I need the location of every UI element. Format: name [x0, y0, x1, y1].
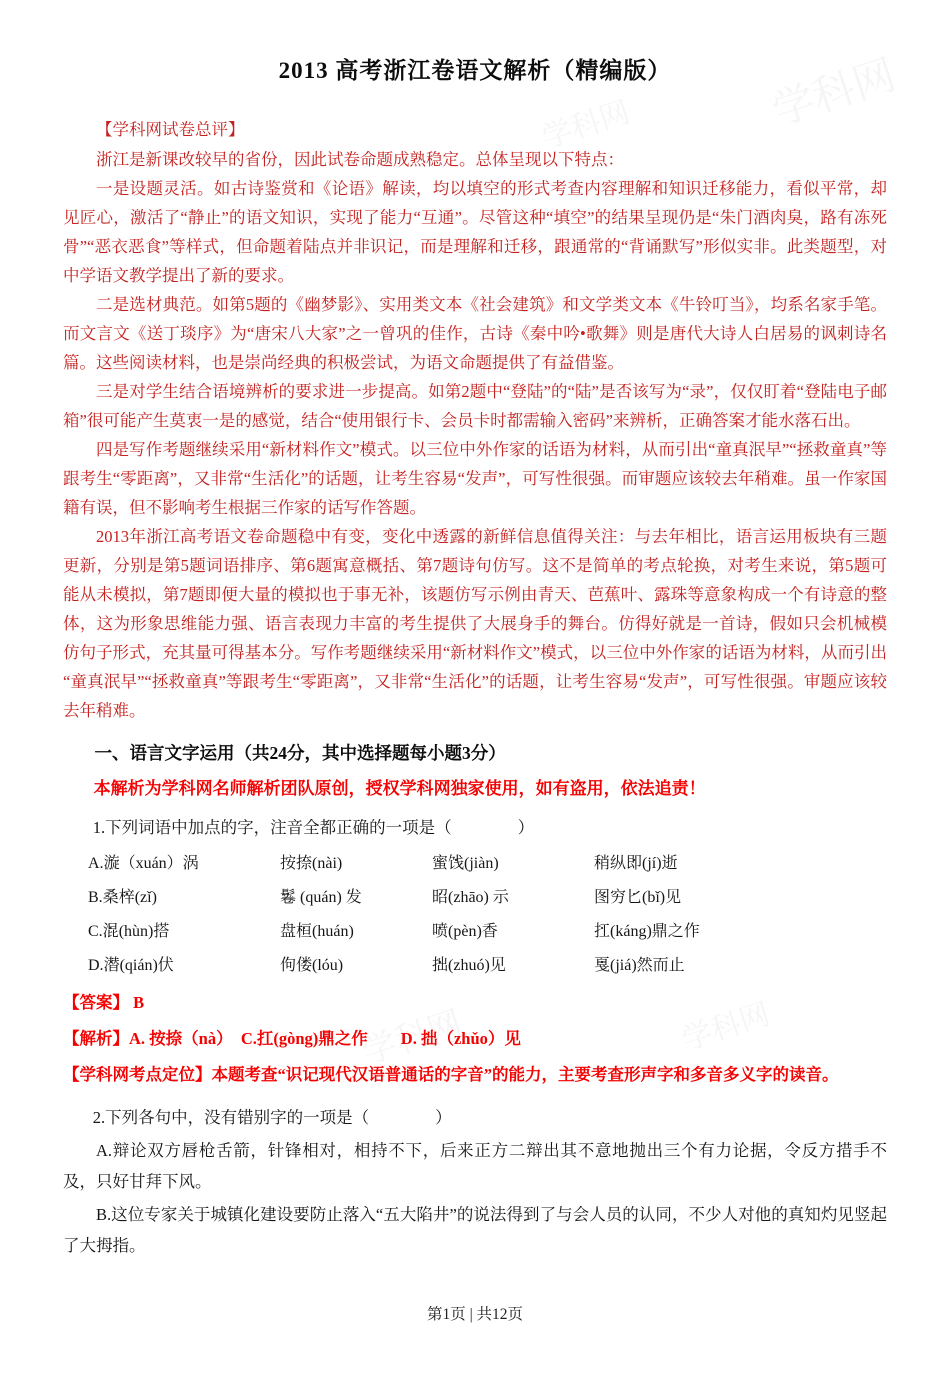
review-paragraph-5: 2013年浙江高考语文卷命题稳中有变，变化中透露的新鲜信息值得关注：与去年相比，语言运用板块有三题更新，分别是第5题词语排序、第6题寓意概括、第7题诗句仿写。这不是简单的考点轮换，对考生来说，第5题可能从未模拟，第7题即便大量的模拟也于事无补，该题仿写示例由青天、芭蕉叶、露珠等意象构成一个有诗意的整体，这为形象思维能力强、语言表现力丰富的考生提供了大展身手的舞台。仿得好就是一首诗，假如只会机械模仿句子形式，充其量可得基本分。写作考题继续采用“新材料作文”模式，以三位中外作家的话语为材料，从而引出“童真泯早”“拯救童真”等跟考生“零距离”，又非常“生活化”的话题，让考生容易“发声”，可写性很强。审题应该较去年稍难。 — [63, 527, 887, 720]
question2-option-b: B.这位专家关于城镇化建设要防止落入“五大陷井”的说法得到了与会人员的认同，不少人对他的真知灼见竖起了大拇指。 — [63, 1205, 887, 1255]
question1-stem: 1.下列词语中加点的字，注音全都正确的一项是（ ） — [92, 818, 535, 837]
answer1-line: 【答案】 B — [63, 993, 145, 1012]
question2-option-a: A.辩论双方唇枪舌箭，针锋相对，相持不下，后来正方二辩出其不意地抛出三个有力论据，令反方措手不及，只好甘拜下风。 — [63, 1141, 887, 1191]
review-paragraph-2: 二是选材典范。如第5题的《幽梦影》、实用类文本《社会建筑》和文学类文本《牛铃叮当》，均系名家手笔。而文言文《送丁琰序》为“唐宋八大家”之一曾巩的佳作，古诗《秦中吟•歌舞》则是唐代大诗人白居易的讽刺诗名篇。这些阅读材料，也是崇尚经典的积极尝试，为语文命题提供了有益借鉴。 — [63, 295, 887, 372]
option-cell: 盘桓 •(huán) — [280, 915, 432, 949]
option-cell: 鬈 • (quán) 发 — [280, 881, 432, 915]
option-cell: 昭 •(zhāo) 示 — [432, 881, 594, 915]
option-cell: B.桑梓 •(zǐ) — [88, 881, 280, 915]
review-intro: 浙江是新课改较早的省份，因此试卷命题成熟稳定。总体呈现以下特点： — [96, 150, 624, 169]
option-cell: 按捺 •(nài) — [280, 847, 432, 881]
watermark: 学科网 — [766, 49, 902, 136]
option-cell: 喷 •(pèn)香 — [432, 915, 594, 949]
question2-stem: 2.下列各句中，没有错别字的一项是（ ） — [92, 1108, 452, 1127]
review-paragraph-4: 四是写作考题继续采用“新材料作文”模式。以三位中外作家的话语为材料，从而引出“童真泯早”“拯救童真”等跟考生“零距离”，又非常“生活化”的话题，让考生容易“发声”，可写性很强。而审题应该较去年稍难。虽一作家国籍有误，但不影响考生根据三作家的话写作答题。 — [63, 440, 887, 517]
document-page — [0, 49, 950, 1261]
option-cell: 戛 •(jiá)然而止 — [594, 949, 887, 983]
exam-point-line: 【学科网考点定位】本题考查“识记现代汉语普通话的字音”的能力，主要考查形声字和多音多义字的读音。 — [63, 1065, 839, 1084]
option-cell: D.潜 •(qián)伏 — [88, 949, 280, 983]
watermark: 学科网 — [537, 94, 635, 156]
copyright-notice: 本解析为学科网名师解析团队原创，授权学科网独家使用，如有盗用，依法追责！ — [93, 779, 706, 798]
option-cell: 图穷匕 •(bǐ)见 — [594, 881, 887, 915]
option-cell: 扛 •(káng)鼎之作 — [594, 915, 887, 949]
page-footer: 第1页 | 共12页 — [426, 1306, 524, 1323]
review-paragraph-1: 一是设题灵活。如古诗鉴赏和《论语》解读，均以填空的形式考查内容理解和知识迁移能力，看似平常，却见匠心，激活了“静止”的语文知识，实现了能力“互通”。尽管这种“填空”的结果呈现仍是“朱门酒肉臭，路有冻死骨”“恶衣恶食”等样式，但命题着陆点并非识记，而是理解和迁移，跟通常的“背诵默写”形似实非。此类题型，对中学语文教学提出了新的要求。 — [63, 179, 887, 285]
option-cell: 佝偻 •(lóu) — [280, 949, 432, 983]
watermark: 学科网 — [357, 1003, 467, 1073]
option-cell: 拙 •(zhuó)见 — [432, 949, 594, 983]
review-paragraph-3: 三是对学生结合语境辨析的要求进一步提高。如第2题中“登陆”的“陆”是否该写为“录”，仅仅盯着“登陆电子邮箱”很可能产生莫衷一是的感觉，结合“使用银行卡、会员卡时都需输入密码”来辨析，正确答案才能水落石出。 — [63, 382, 887, 430]
watermark: 学科网 — [677, 996, 775, 1058]
analysis1-line: 【解析】A. 按捺（nà） C.扛(gòng)鼎之作 D. 拙（zhǔo）见 — [63, 1029, 521, 1048]
option-cell: 蜜饯 •(jiàn) — [432, 847, 594, 881]
option-cell: 稍纵即 •(jí)逝 — [594, 847, 887, 881]
section-heading-language-use: 一、语言文字运用（共24分，其中选择题每小题3分） — [94, 743, 506, 763]
option-cell: C.混 •(hùn)搭 — [88, 915, 280, 949]
review-heading: 【学科网试卷总评】 — [96, 120, 245, 139]
page-title: 2013 高考浙江卷语文解析（精编版） — [278, 58, 672, 83]
option-cell: A.漩 •（xuán）涡 — [88, 847, 280, 881]
question1-options — [88, 847, 887, 983]
